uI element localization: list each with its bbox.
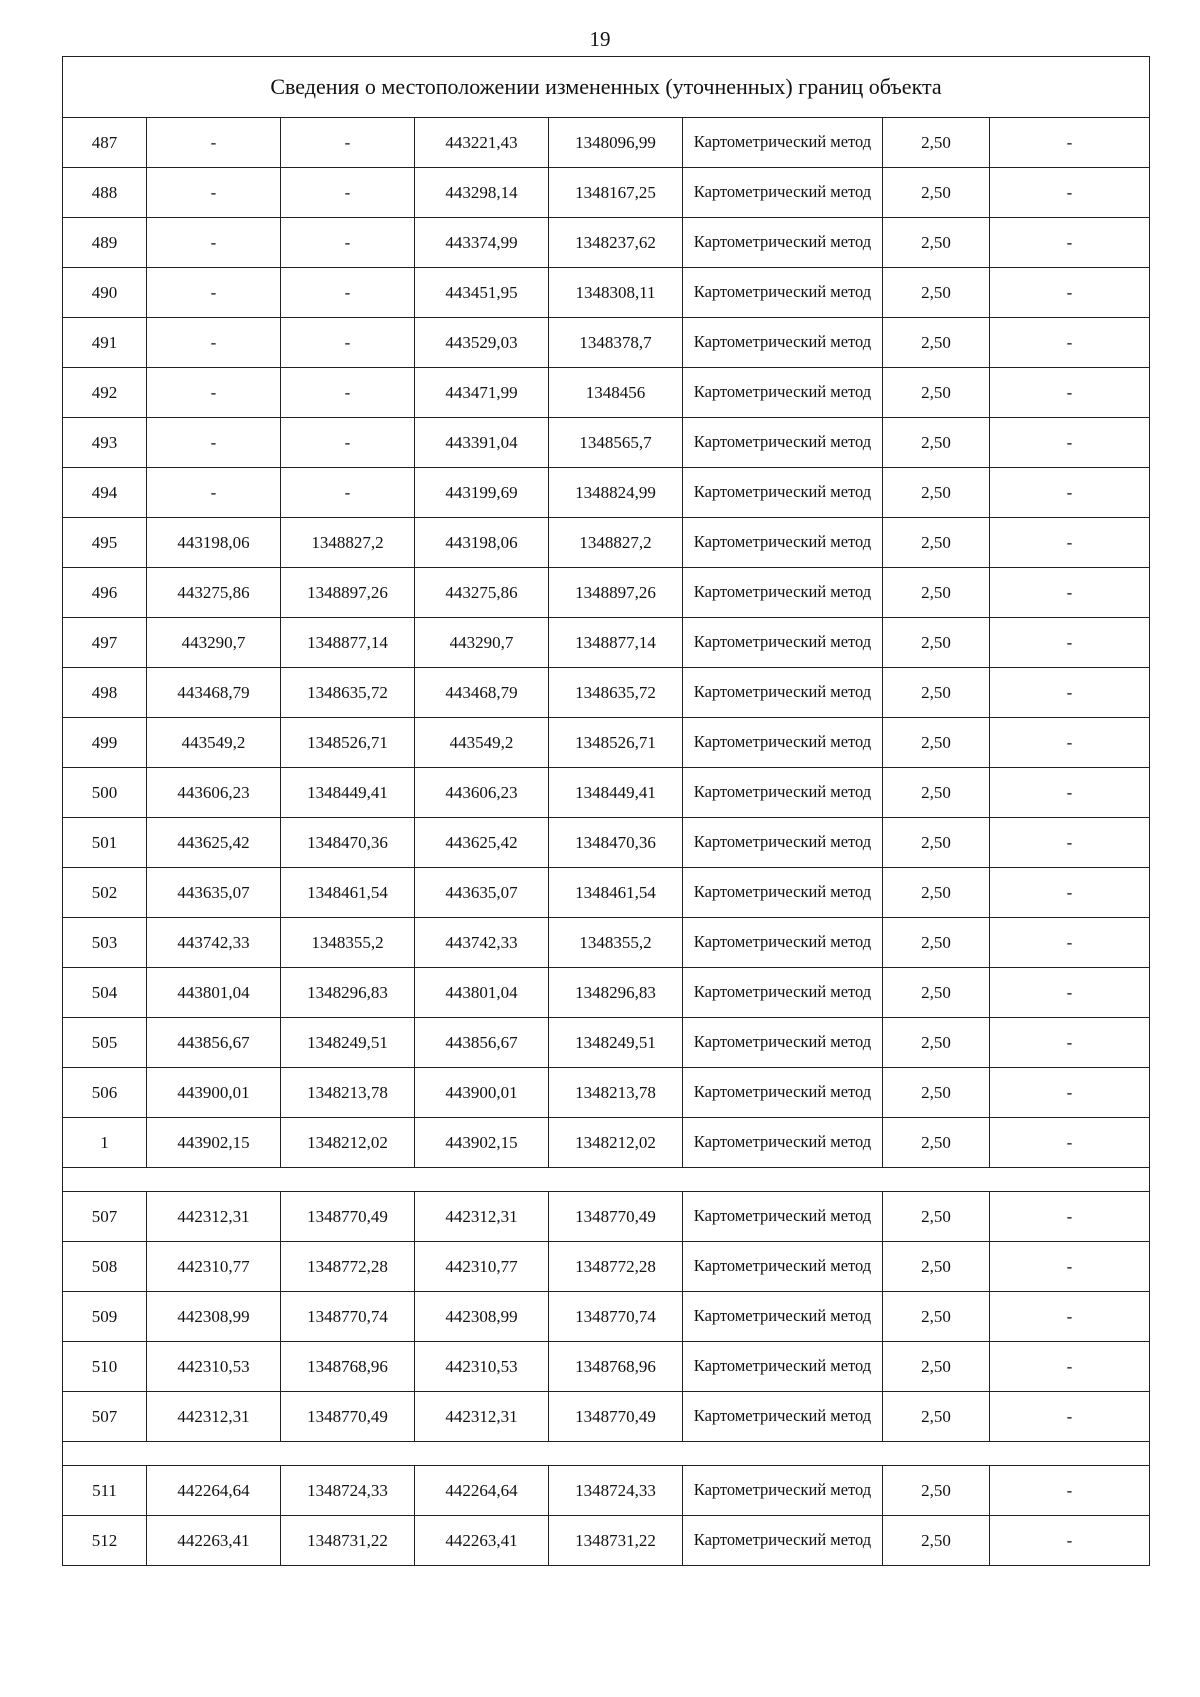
table-row — [63, 368, 1150, 418]
method-cell: Картометрический метод — [683, 868, 883, 918]
existing-y-cell: 1348461,54 — [281, 868, 415, 918]
existing-y-cell: - — [281, 168, 415, 218]
method-cell: Картометрический метод — [683, 518, 883, 568]
table-row — [63, 918, 1150, 968]
point-number-cell: 503 — [63, 918, 147, 968]
refined-y-cell: 1348237,62 — [549, 218, 683, 268]
point-number-cell: 494 — [63, 468, 147, 518]
existing-y-cell: - — [281, 268, 415, 318]
description-cell: - — [990, 1118, 1150, 1168]
description-cell: - — [990, 1242, 1150, 1292]
description-cell: - — [990, 1068, 1150, 1118]
existing-x-cell: 442312,31 — [147, 1392, 281, 1442]
table-row — [63, 168, 1150, 218]
existing-y-cell: 1348296,83 — [281, 968, 415, 1018]
table-row — [63, 1466, 1150, 1516]
table-row — [63, 318, 1150, 368]
existing-x-cell: 443290,7 — [147, 618, 281, 668]
method-cell: Картометрический метод — [683, 1516, 883, 1566]
existing-y-cell: 1348770,49 — [281, 1192, 415, 1242]
refined-x-cell: 443275,86 — [415, 568, 549, 618]
contour-separator-row — [63, 1168, 1150, 1192]
table-row — [63, 1192, 1150, 1242]
point-number-cell: 496 — [63, 568, 147, 618]
refined-x-cell: 442308,99 — [415, 1292, 549, 1342]
description-cell: - — [990, 1018, 1150, 1068]
description-cell: - — [990, 468, 1150, 518]
method-cell: Картометрический метод — [683, 118, 883, 168]
method-cell: Картометрический метод — [683, 1068, 883, 1118]
refined-x-cell: 443298,14 — [415, 168, 549, 218]
accuracy-cell: 2,50 — [883, 1242, 990, 1292]
existing-x-cell: - — [147, 368, 281, 418]
existing-y-cell: 1348877,14 — [281, 618, 415, 668]
refined-x-cell: 443801,04 — [415, 968, 549, 1018]
description-cell: - — [990, 818, 1150, 868]
method-cell: Картометрический метод — [683, 1118, 883, 1168]
point-number-cell: 510 — [63, 1342, 147, 1392]
table-row — [63, 1018, 1150, 1068]
refined-x-cell: 443742,33 — [415, 918, 549, 968]
point-number-cell: 492 — [63, 368, 147, 418]
existing-y-cell: 1348772,28 — [281, 1242, 415, 1292]
existing-y-cell: 1348526,71 — [281, 718, 415, 768]
refined-x-cell: 443391,04 — [415, 418, 549, 468]
description-cell: - — [990, 518, 1150, 568]
existing-y-cell: 1348449,41 — [281, 768, 415, 818]
table-row — [63, 1392, 1150, 1442]
description-cell: - — [990, 768, 1150, 818]
existing-x-cell: 443856,67 — [147, 1018, 281, 1068]
refined-y-cell: 1348724,33 — [549, 1466, 683, 1516]
existing-x-cell: - — [147, 418, 281, 468]
table-row — [63, 1516, 1150, 1566]
description-cell: - — [990, 1292, 1150, 1342]
point-number-cell: 495 — [63, 518, 147, 568]
table-row — [63, 118, 1150, 168]
accuracy-cell: 2,50 — [883, 1342, 990, 1392]
existing-x-cell: 442308,99 — [147, 1292, 281, 1342]
point-number-cell: 502 — [63, 868, 147, 918]
description-cell: - — [990, 168, 1150, 218]
existing-x-cell: - — [147, 118, 281, 168]
refined-y-cell: 1348308,11 — [549, 268, 683, 318]
point-number-cell: 508 — [63, 1242, 147, 1292]
refined-y-cell: 1348770,74 — [549, 1292, 683, 1342]
description-cell: - — [990, 118, 1150, 168]
refined-x-cell: 443529,03 — [415, 318, 549, 368]
point-number-cell: 501 — [63, 818, 147, 868]
point-number-cell: 509 — [63, 1292, 147, 1342]
method-cell: Картометрический метод — [683, 1192, 883, 1242]
accuracy-cell: 2,50 — [883, 518, 990, 568]
point-number-cell: 489 — [63, 218, 147, 268]
contour-separator-cell — [63, 1168, 1150, 1192]
existing-x-cell: 443801,04 — [147, 968, 281, 1018]
existing-x-cell: 443468,79 — [147, 668, 281, 718]
existing-y-cell: 1348635,72 — [281, 668, 415, 718]
existing-y-cell: - — [281, 118, 415, 168]
refined-x-cell: 443451,95 — [415, 268, 549, 318]
refined-y-cell: 1348827,2 — [549, 518, 683, 568]
refined-y-cell: 1348768,96 — [549, 1342, 683, 1392]
accuracy-cell: 2,50 — [883, 568, 990, 618]
accuracy-cell: 2,50 — [883, 668, 990, 718]
existing-x-cell: - — [147, 468, 281, 518]
refined-y-cell: 1348770,49 — [549, 1392, 683, 1442]
accuracy-cell: 2,50 — [883, 1118, 990, 1168]
table-row — [63, 668, 1150, 718]
description-cell: - — [990, 568, 1150, 618]
point-number-cell: 505 — [63, 1018, 147, 1068]
existing-x-cell: - — [147, 218, 281, 268]
refined-x-cell: 443635,07 — [415, 868, 549, 918]
refined-x-cell: 443606,23 — [415, 768, 549, 818]
refined-y-cell: 1348461,54 — [549, 868, 683, 918]
point-number-cell: 1 — [63, 1118, 147, 1168]
existing-y-cell: - — [281, 368, 415, 418]
table-row — [63, 968, 1150, 1018]
existing-y-cell: - — [281, 468, 415, 518]
method-cell: Картометрический метод — [683, 618, 883, 668]
method-cell: Картометрический метод — [683, 368, 883, 418]
description-cell: - — [990, 868, 1150, 918]
method-cell: Картометрический метод — [683, 668, 883, 718]
table-row — [63, 418, 1150, 468]
refined-x-cell: 443468,79 — [415, 668, 549, 718]
refined-y-cell: 1348213,78 — [549, 1068, 683, 1118]
accuracy-cell: 2,50 — [883, 818, 990, 868]
existing-x-cell: 442310,77 — [147, 1242, 281, 1292]
point-number-cell: 493 — [63, 418, 147, 468]
existing-x-cell: - — [147, 168, 281, 218]
point-number-cell: 507 — [63, 1392, 147, 1442]
existing-y-cell: 1348768,96 — [281, 1342, 415, 1392]
accuracy-cell: 2,50 — [883, 768, 990, 818]
existing-x-cell: 443275,86 — [147, 568, 281, 618]
refined-y-cell: 1348770,49 — [549, 1192, 683, 1242]
table-row — [63, 268, 1150, 318]
refined-y-cell: 1348877,14 — [549, 618, 683, 668]
existing-x-cell: 443900,01 — [147, 1068, 281, 1118]
accuracy-cell: 2,50 — [883, 1292, 990, 1342]
refined-y-cell: 1348355,2 — [549, 918, 683, 968]
boundary-coordinates-table — [62, 56, 1150, 1566]
refined-y-cell: 1348897,26 — [549, 568, 683, 618]
description-cell: - — [990, 668, 1150, 718]
refined-x-cell: 443856,67 — [415, 1018, 549, 1068]
existing-y-cell: 1348355,2 — [281, 918, 415, 968]
accuracy-cell: 2,50 — [883, 718, 990, 768]
accuracy-cell: 2,50 — [883, 1192, 990, 1242]
accuracy-cell: 2,50 — [883, 1018, 990, 1068]
refined-x-cell: 443471,99 — [415, 368, 549, 418]
refined-y-cell: 1348470,36 — [549, 818, 683, 868]
existing-y-cell: 1348213,78 — [281, 1068, 415, 1118]
point-number-cell: 488 — [63, 168, 147, 218]
description-cell: - — [990, 1392, 1150, 1442]
accuracy-cell: 2,50 — [883, 1392, 990, 1442]
existing-x-cell: - — [147, 318, 281, 368]
refined-x-cell: 443198,06 — [415, 518, 549, 568]
method-cell: Картометрический метод — [683, 718, 883, 768]
existing-y-cell: 1348897,26 — [281, 568, 415, 618]
refined-y-cell: 1348565,7 — [549, 418, 683, 468]
method-cell: Картометрический метод — [683, 1292, 883, 1342]
description-cell: - — [990, 968, 1150, 1018]
refined-x-cell: 442310,77 — [415, 1242, 549, 1292]
refined-y-cell: 1348731,22 — [549, 1516, 683, 1566]
refined-y-cell: 1348167,25 — [549, 168, 683, 218]
table-row — [63, 618, 1150, 668]
point-number-cell: 507 — [63, 1192, 147, 1242]
existing-x-cell: 442264,64 — [147, 1466, 281, 1516]
refined-y-cell: 1348526,71 — [549, 718, 683, 768]
table-row — [63, 718, 1150, 768]
existing-x-cell: 443625,42 — [147, 818, 281, 868]
existing-x-cell: 443742,33 — [147, 918, 281, 968]
refined-x-cell: 443900,01 — [415, 1068, 549, 1118]
description-cell: - — [990, 618, 1150, 668]
accuracy-cell: 2,50 — [883, 468, 990, 518]
accuracy-cell: 2,50 — [883, 918, 990, 968]
contour-separator-cell — [63, 1442, 1150, 1466]
method-cell: Картометрический метод — [683, 818, 883, 868]
accuracy-cell: 2,50 — [883, 968, 990, 1018]
existing-y-cell: 1348731,22 — [281, 1516, 415, 1566]
accuracy-cell: 2,50 — [883, 1466, 990, 1516]
existing-y-cell: 1348770,49 — [281, 1392, 415, 1442]
method-cell: Картометрический метод — [683, 218, 883, 268]
existing-x-cell: 443606,23 — [147, 768, 281, 818]
accuracy-cell: 2,50 — [883, 218, 990, 268]
accuracy-cell: 2,50 — [883, 618, 990, 668]
method-cell: Картометрический метод — [683, 268, 883, 318]
refined-x-cell: 442310,53 — [415, 1342, 549, 1392]
existing-x-cell: 443198,06 — [147, 518, 281, 568]
existing-x-cell: - — [147, 268, 281, 318]
existing-y-cell: 1348249,51 — [281, 1018, 415, 1068]
refined-y-cell: 1348096,99 — [549, 118, 683, 168]
contour-separator-row — [63, 1442, 1150, 1466]
table-row — [63, 768, 1150, 818]
table-row — [63, 868, 1150, 918]
existing-x-cell: 443635,07 — [147, 868, 281, 918]
existing-x-cell: 442312,31 — [147, 1192, 281, 1242]
description-cell: - — [990, 318, 1150, 368]
method-cell: Картометрический метод — [683, 768, 883, 818]
point-number-cell: 511 — [63, 1466, 147, 1516]
existing-y-cell: 1348770,74 — [281, 1292, 415, 1342]
refined-y-cell: 1348249,51 — [549, 1018, 683, 1068]
refined-x-cell: 442312,31 — [415, 1392, 549, 1442]
table-row — [63, 568, 1150, 618]
description-cell: - — [990, 918, 1150, 968]
existing-x-cell: 443902,15 — [147, 1118, 281, 1168]
refined-x-cell: 443290,7 — [415, 618, 549, 668]
point-number-cell: 497 — [63, 618, 147, 668]
method-cell: Картометрический метод — [683, 1466, 883, 1516]
point-number-cell: 512 — [63, 1516, 147, 1566]
table-row — [63, 1118, 1150, 1168]
accuracy-cell: 2,50 — [883, 118, 990, 168]
accuracy-cell: 2,50 — [883, 418, 990, 468]
description-cell: - — [990, 268, 1150, 318]
accuracy-cell: 2,50 — [883, 268, 990, 318]
accuracy-cell: 2,50 — [883, 318, 990, 368]
refined-x-cell: 442312,31 — [415, 1192, 549, 1242]
existing-y-cell: 1348470,36 — [281, 818, 415, 868]
existing-y-cell: - — [281, 218, 415, 268]
refined-x-cell: 443549,2 — [415, 718, 549, 768]
accuracy-cell: 2,50 — [883, 1068, 990, 1118]
table-title: Сведения о местоположении измененных (уточненных) границ объекта — [63, 57, 1150, 118]
refined-x-cell: 443199,69 — [415, 468, 549, 518]
refined-x-cell: 443221,43 — [415, 118, 549, 168]
description-cell: - — [990, 1342, 1150, 1392]
table-row — [63, 218, 1150, 268]
description-cell: - — [990, 718, 1150, 768]
table-row — [63, 468, 1150, 518]
refined-x-cell: 443625,42 — [415, 818, 549, 868]
accuracy-cell: 2,50 — [883, 368, 990, 418]
refined-x-cell: 442263,41 — [415, 1516, 549, 1566]
method-cell: Картометрический метод — [683, 1018, 883, 1068]
refined-y-cell: 1348212,02 — [549, 1118, 683, 1168]
point-number-cell: 487 — [63, 118, 147, 168]
table-row — [63, 1068, 1150, 1118]
method-cell: Картометрический метод — [683, 1242, 883, 1292]
page-number: 19 — [589, 27, 611, 51]
existing-y-cell: - — [281, 318, 415, 368]
refined-x-cell: 443902,15 — [415, 1118, 549, 1168]
description-cell: - — [990, 418, 1150, 468]
accuracy-cell: 2,50 — [883, 1516, 990, 1566]
method-cell: Картометрический метод — [683, 168, 883, 218]
table-row — [63, 518, 1150, 568]
description-cell: - — [990, 1192, 1150, 1242]
point-number-cell: 491 — [63, 318, 147, 368]
refined-y-cell: 1348456 — [549, 368, 683, 418]
existing-x-cell: 442310,53 — [147, 1342, 281, 1392]
existing-y-cell: 1348212,02 — [281, 1118, 415, 1168]
method-cell: Картометрический метод — [683, 918, 883, 968]
point-number-cell: 490 — [63, 268, 147, 318]
refined-x-cell: 442264,64 — [415, 1466, 549, 1516]
point-number-cell: 506 — [63, 1068, 147, 1118]
refined-y-cell: 1348296,83 — [549, 968, 683, 1018]
refined-y-cell: 1348378,7 — [549, 318, 683, 368]
point-number-cell: 499 — [63, 718, 147, 768]
table-row — [63, 818, 1150, 868]
accuracy-cell: 2,50 — [883, 168, 990, 218]
existing-y-cell: 1348827,2 — [281, 518, 415, 568]
description-cell: - — [990, 1516, 1150, 1566]
method-cell: Картометрический метод — [683, 568, 883, 618]
method-cell: Картометрический метод — [683, 468, 883, 518]
table-row — [63, 1242, 1150, 1292]
refined-x-cell: 443374,99 — [415, 218, 549, 268]
table-row — [63, 1342, 1150, 1392]
table-title-row — [63, 57, 1150, 118]
method-cell: Картометрический метод — [683, 318, 883, 368]
method-cell: Картометрический метод — [683, 1392, 883, 1442]
description-cell: - — [990, 368, 1150, 418]
method-cell: Картометрический метод — [683, 968, 883, 1018]
refined-y-cell: 1348635,72 — [549, 668, 683, 718]
refined-y-cell: 1348449,41 — [549, 768, 683, 818]
existing-x-cell: 442263,41 — [147, 1516, 281, 1566]
method-cell: Картометрический метод — [683, 418, 883, 468]
existing-y-cell: 1348724,33 — [281, 1466, 415, 1516]
table-row — [63, 1292, 1150, 1342]
refined-y-cell: 1348772,28 — [549, 1242, 683, 1292]
refined-y-cell: 1348824,99 — [549, 468, 683, 518]
description-cell: - — [990, 1466, 1150, 1516]
existing-y-cell: - — [281, 418, 415, 468]
method-cell: Картометрический метод — [683, 1342, 883, 1392]
point-number-cell: 498 — [63, 668, 147, 718]
existing-x-cell: 443549,2 — [147, 718, 281, 768]
description-cell: - — [990, 218, 1150, 268]
accuracy-cell: 2,50 — [883, 868, 990, 918]
point-number-cell: 500 — [63, 768, 147, 818]
point-number-cell: 504 — [63, 968, 147, 1018]
